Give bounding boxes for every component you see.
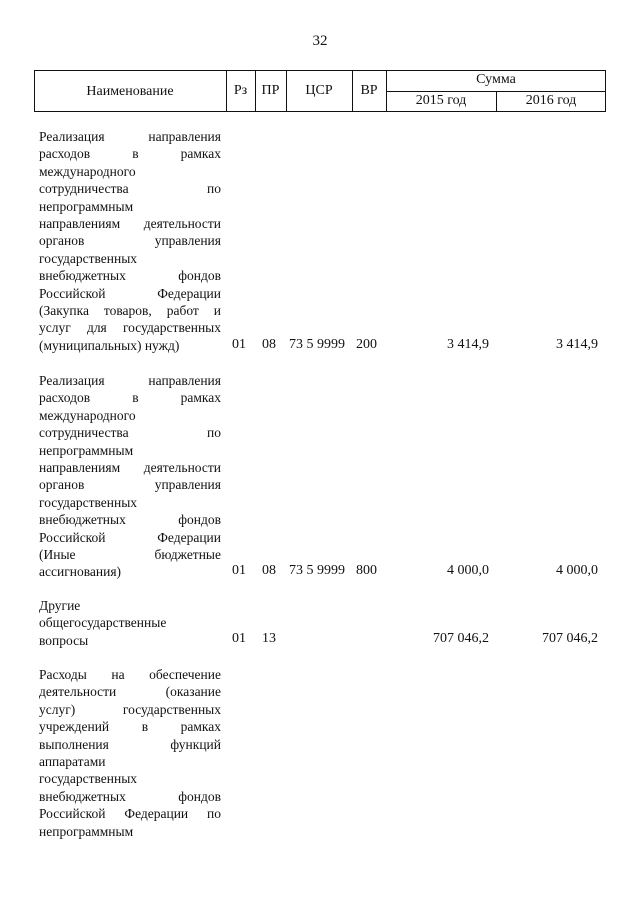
header-name: Наименование xyxy=(86,84,174,99)
row-sum-2016: 3 414,9 xyxy=(556,337,598,352)
row-name-line: Реализация направления xyxy=(39,129,221,144)
row-name xyxy=(39,128,221,354)
row-name-line: направлениям деятельности xyxy=(39,460,221,476)
row-name-line: деятельности (оказание xyxy=(39,684,221,700)
row-vr: 800 xyxy=(356,563,377,578)
row-name-line: (Закупка товаров, работ и xyxy=(39,303,221,319)
row-name-line: сотрудничества по xyxy=(39,181,221,197)
row-vr: 200 xyxy=(356,337,377,352)
row-name-line: аппаратами xyxy=(39,754,106,770)
row-name-line: внебюджетных фондов xyxy=(39,788,221,804)
header-bottom-rule xyxy=(34,111,606,112)
row-sum-2015: 4 000,0 xyxy=(447,563,489,578)
row-name-line: Российской Федерации по xyxy=(39,806,221,822)
row-name xyxy=(39,372,221,581)
row-name-line: Расходы на обеспечение xyxy=(39,667,221,682)
header-sum: Сумма xyxy=(476,72,516,87)
row-name xyxy=(39,597,221,649)
row-name xyxy=(39,666,221,840)
row-pr: 08 xyxy=(262,563,276,578)
row-csr: 73 5 9999 xyxy=(289,563,345,578)
row-name-line: направлениям деятельности xyxy=(39,216,221,232)
row-sum-2016: 707 046,2 xyxy=(542,631,598,646)
row-name-line: услуг) государственных xyxy=(39,701,221,717)
row-name-line: (Иные бюджетные xyxy=(39,547,221,563)
row-name-line: (муниципальных) нужд) xyxy=(39,337,180,353)
row-rz: 01 xyxy=(232,337,246,352)
row-name-line: расходов в рамках xyxy=(39,146,221,162)
row-name-line: международного xyxy=(39,407,136,423)
row-rz: 01 xyxy=(232,631,246,646)
row-name-line: учреждений в рамках xyxy=(39,719,221,735)
row-name-line: вопросы xyxy=(39,632,89,648)
row-name-line: расходов в рамках xyxy=(39,390,221,406)
page-number: 32 xyxy=(312,33,328,49)
row-name-line: общегосударственные xyxy=(39,615,167,631)
row-name-line: непрограммным xyxy=(39,823,134,839)
row-sum-2016: 4 000,0 xyxy=(556,563,598,578)
row-sum-2015: 707 046,2 xyxy=(433,631,489,646)
header-year-2015: 2015 год xyxy=(415,93,467,108)
row-name-line: ассигнования) xyxy=(39,564,122,580)
row-name-line: сотрудничества по xyxy=(39,425,221,441)
row-name-line: Российской Федерации xyxy=(39,529,221,545)
row-name-line: внебюджетных фондов xyxy=(39,268,221,284)
row-csr: 73 5 9999 xyxy=(289,337,345,352)
row-name-line: Реализация направления xyxy=(39,373,221,388)
row-name-line: непрограммным xyxy=(39,198,134,214)
row-name-line: международного xyxy=(39,163,136,179)
row-name-line: Российской Федерации xyxy=(39,285,221,301)
row-name-line: услуг для государственных xyxy=(39,320,221,336)
header-year-2016: 2016 год xyxy=(525,93,577,108)
row-name-line: выполнения функций xyxy=(39,736,221,752)
row-pr: 08 xyxy=(262,337,276,352)
header-top-rule xyxy=(34,70,606,71)
table-header xyxy=(34,70,606,112)
row-pr: 13 xyxy=(262,631,276,646)
header-sum-split xyxy=(386,91,606,92)
row-name-line: внебюджетных фондов xyxy=(39,512,221,528)
header-csr: ЦСР xyxy=(305,83,333,98)
header-pr: ПР xyxy=(261,83,280,98)
row-name-line: государственных xyxy=(39,250,138,266)
row-sum-2015: 3 414,9 xyxy=(447,337,489,352)
row-name-line: непрограммным xyxy=(39,442,134,458)
row-name-line: государственных xyxy=(39,771,138,787)
row-name-line: Другие xyxy=(39,598,81,613)
header-rz: Рз xyxy=(233,83,248,98)
header-vr: ВР xyxy=(360,83,378,98)
row-rz: 01 xyxy=(232,563,246,578)
row-name-line: государственных xyxy=(39,494,138,510)
row-name-line: органов управления xyxy=(39,233,221,249)
row-name-line: органов управления xyxy=(39,477,221,493)
